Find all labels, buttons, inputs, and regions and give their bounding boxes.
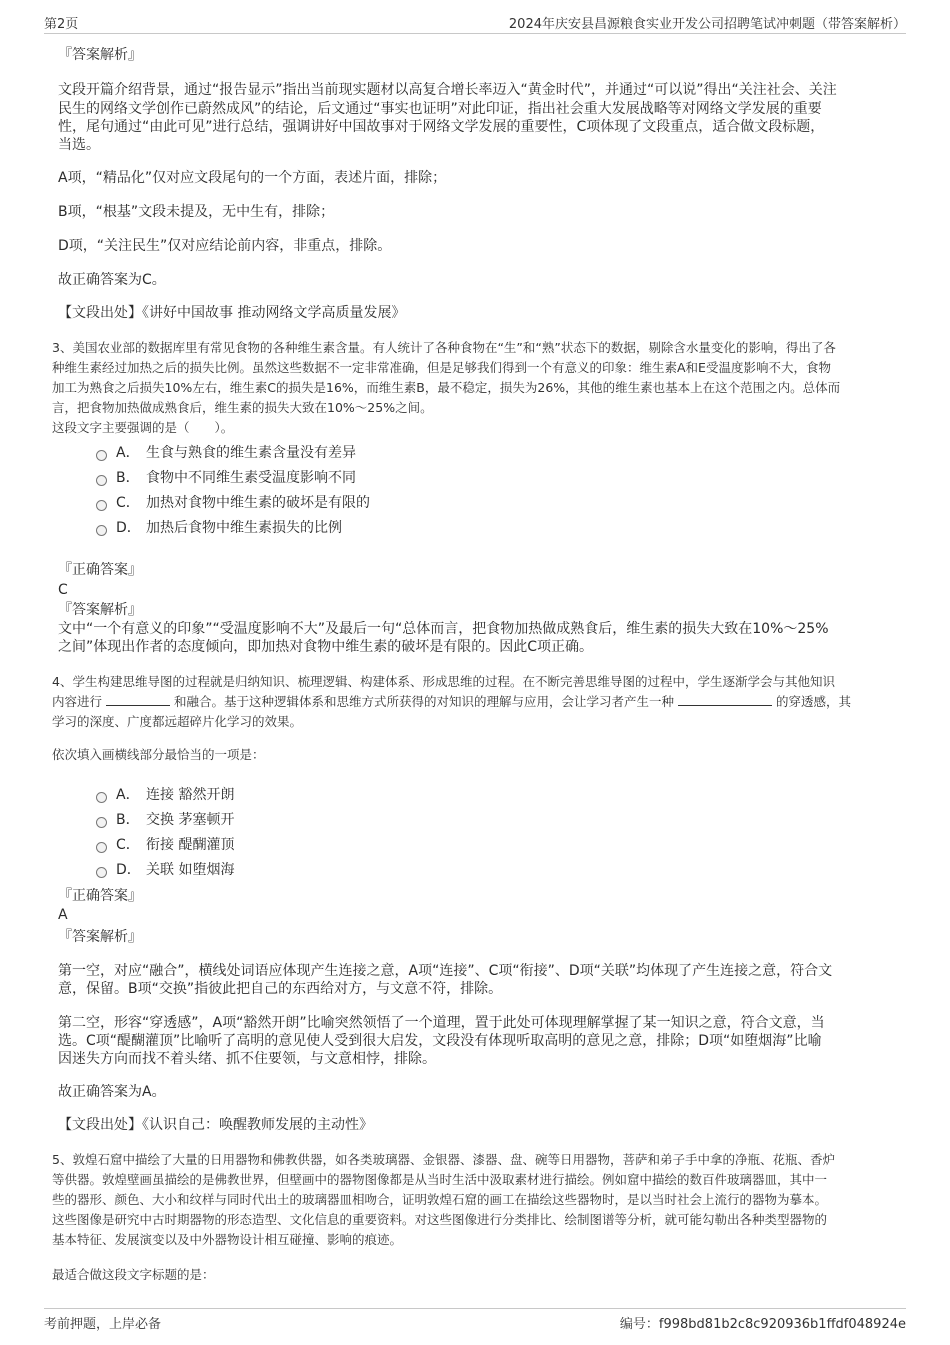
radio-icon[interactable]: [96, 817, 107, 828]
q3-answer-label: 『正确答案』: [58, 562, 142, 578]
q2-conclusion: 故正确答案为C。: [58, 272, 166, 288]
q2-analysis-label: 『答案解析』: [58, 47, 142, 63]
q5-stem-line: 些的器形、颜色、大小和纹样与同时代出土的玻璃器皿相吻合，证明敦煌石窟的画工在描绘这些器物时，是以当时社会上流行的器物为摹本。: [52, 1192, 828, 1207]
radio-icon[interactable]: [96, 450, 107, 461]
q3-answer: C: [58, 582, 68, 598]
blank-2: [678, 693, 772, 706]
q3-analysis-line: 之间”体现出作者的态度倾向，即加热对食物中维生素的破坏是有限的。因此C项正确。: [58, 639, 594, 655]
blank-1: [106, 693, 170, 706]
document-title: 2024年庆安县昌源粮食实业开发公司招聘笔试冲刺题（带答案解析）: [508, 17, 906, 32]
page-number: 第2页: [44, 17, 79, 32]
q3-stem-line: 言，把食物加热做成熟食后，维生素的损失大致在10%～25%之间。: [52, 400, 433, 415]
q2-option-d-analysis: D项，“关注民生”仅对应结论前内容，非重点，排除。: [58, 238, 392, 254]
q3-analysis-line: 文中“一个有意义的印象”“受温度影响不大”及最后一句“总体而言，把食物加热做成熟食后，维生素的损失大致在10%～25%: [58, 621, 829, 637]
document-id: 编号：f998bd81b2c8c920936b1ffdf048924e: [619, 1317, 906, 1332]
q4-answer: A: [58, 907, 68, 923]
q3-option-c[interactable]: C． 加热对食物中维生素的破坏是有限的: [96, 492, 370, 512]
radio-icon[interactable]: [96, 867, 107, 878]
q5-prompt: 最适合做这段文字标题的是：: [52, 1267, 215, 1282]
q3-stem-prompt: 这段文字主要强调的是（ ）。: [52, 420, 234, 435]
q4-option-c[interactable]: C． 衔接 醍醐灌顶: [96, 834, 234, 854]
radio-icon[interactable]: [96, 475, 107, 486]
q5-stem-line: 5、敦煌石窟中描绘了大量的日用器物和佛教供器，如各类玻璃器、金银器、漆器、盘、碗等日用器物，菩萨和弟子手中拿的净瓶、花瓶、香炉: [52, 1152, 835, 1167]
q5-stem-line: 基本特征、发展演变以及中外器物设计相互碰撞、影响的痕迹。: [52, 1232, 403, 1247]
radio-icon[interactable]: [96, 792, 107, 803]
q3-option-b[interactable]: B． 食物中不同维生素受温度影响不同: [96, 467, 356, 487]
radio-icon[interactable]: [96, 842, 107, 853]
q4-stem-line: 4、学生构建思维导图的过程就是归纳知识、梳理逻辑、构建体系、形成思维的过程。在不断完善思维导图的过程中，学生逐渐学会与其他知识: [52, 674, 835, 689]
footer-divider: [44, 1308, 906, 1309]
q3-analysis-label: 『答案解析』: [58, 602, 142, 618]
q4-option-d[interactable]: D． 关联 如堕烟海: [96, 859, 234, 879]
q2-analysis-line: 民生的网络文学创作已蔚然成风”的结论，后文通过“事实也证明”对此印证，指出社会重大发展战略等对网络文学发展的重要: [58, 101, 822, 117]
q4-source: 【文段出处】《认识自己：唤醒教师发展的主动性》: [58, 1117, 373, 1133]
q3-option-a[interactable]: A． 生食与熟食的维生素含量没有差异: [96, 442, 356, 462]
q4-analysis-line: 选。C项“醍醐灌顶”比喻听了高明的意见使人受到很大启发，文段没有体现听取高明的意见之意，排除；D项“如堕烟海”比喻: [58, 1033, 822, 1049]
q2-analysis-line: 性，尾句通过“由此可见”进行总结，强调讲好中国故事对于网络文学发展的重要性，C项体现了文段重点，适合做文段标题，: [58, 119, 825, 135]
q3-option-d[interactable]: D． 加热后食物中维生素损失的比例: [96, 517, 342, 537]
q4-analysis-line: 因迷失方向而找不着头绪、抓不住要领，与文意相悖，排除。: [58, 1051, 436, 1067]
q2-option-b-analysis: B项，“根基”文段未提及，无中生有，排除；: [58, 204, 335, 220]
q4-option-a[interactable]: A． 连接 豁然开朗: [96, 784, 234, 804]
q4-stem-line: 学习的深度、广度都远超碎片化学习的效果。: [52, 714, 303, 729]
header-divider: [44, 33, 906, 34]
q2-option-a-analysis: A项，“精品化”仅对应文段尾句的一个方面，表述片面，排除；: [58, 170, 447, 186]
footer-slogan: 考前押题，上岸必备: [44, 1317, 162, 1332]
q4-stem-line: 内容进行 和融合。基于这种逻辑体系和思维方式所获得的对知识的理解与应用，会让学习者产生一种 的穿透感，其: [52, 694, 851, 709]
q3-stem-line: 加工为熟食之后损失10%左右，维生素C的损失是16%，而维生素B，最不稳定，损失为26%，其他的维生素也基本上在这个范围之内。总体而: [52, 380, 841, 395]
q2-analysis-line: 当选。: [58, 137, 100, 153]
q4-analysis-line: 第二空，形容“穿透感”，A项“豁然开朗”比喻突然领悟了一个道理，置于此处可体现理解掌握了某一知识之意，符合文意，当: [58, 1015, 825, 1031]
q4-prompt: 依次填入画横线部分最恰当的一项是：: [52, 747, 265, 762]
q4-option-b[interactable]: B． 交换 茅塞顿开: [96, 809, 234, 829]
q5-stem-line: 等供器。敦煌壁画虽描绘的是佛教世界，但壁画中的器物图像都是从当时生活中汲取素材进行描绘。例如窟中描绘的数百件玻璃器皿，其中一: [52, 1172, 828, 1187]
q4-analysis-line: 第一空，对应“融合”，横线处词语应体现产生连接之意，A项“连接”、C项“衔接”、D项“关联”均体现了产生连接之意，符合文: [58, 963, 833, 979]
radio-icon[interactable]: [96, 500, 107, 511]
q2-source: 【文段出处】《讲好中国故事 推动网络文学高质量发展》: [58, 305, 406, 321]
q3-stem-line: 种维生素经过加热之后的损失比例。虽然这些数据不一定非常准确，但是足够我们得到一个有意义的印象：维生素A和E受温度影响不大，食物: [52, 360, 831, 375]
q4-conclusion: 故正确答案为A。: [58, 1084, 166, 1100]
radio-icon[interactable]: [96, 525, 107, 536]
q4-analysis-line: 意，保留。B项“交换”指彼此把自己的东西给对方，与文意不符，排除。: [58, 981, 503, 997]
q4-answer-label: 『正确答案』: [58, 888, 142, 904]
q5-stem-line: 这些图像是研究中古时期器物的形态造型、文化信息的重要资料。对这些图像进行分类排比、绘制图谱等分析，就可能勾勒出各种类型器物的: [52, 1212, 828, 1227]
q4-analysis-label: 『答案解析』: [58, 929, 142, 945]
q3-stem-line: 3、美国农业部的数据库里有常见食物的各种维生素含量。有人统计了各种食物在“生”和“熟”状态下的数据，剔除含水量变化的影响，得出了各: [52, 340, 836, 355]
q2-analysis-line: 文段开篇介绍背景，通过“报告显示”指出当前现实题材以高复合增长率迈入“黄金时代”，并通过“可以说”得出“关注社会、关注: [58, 82, 837, 98]
